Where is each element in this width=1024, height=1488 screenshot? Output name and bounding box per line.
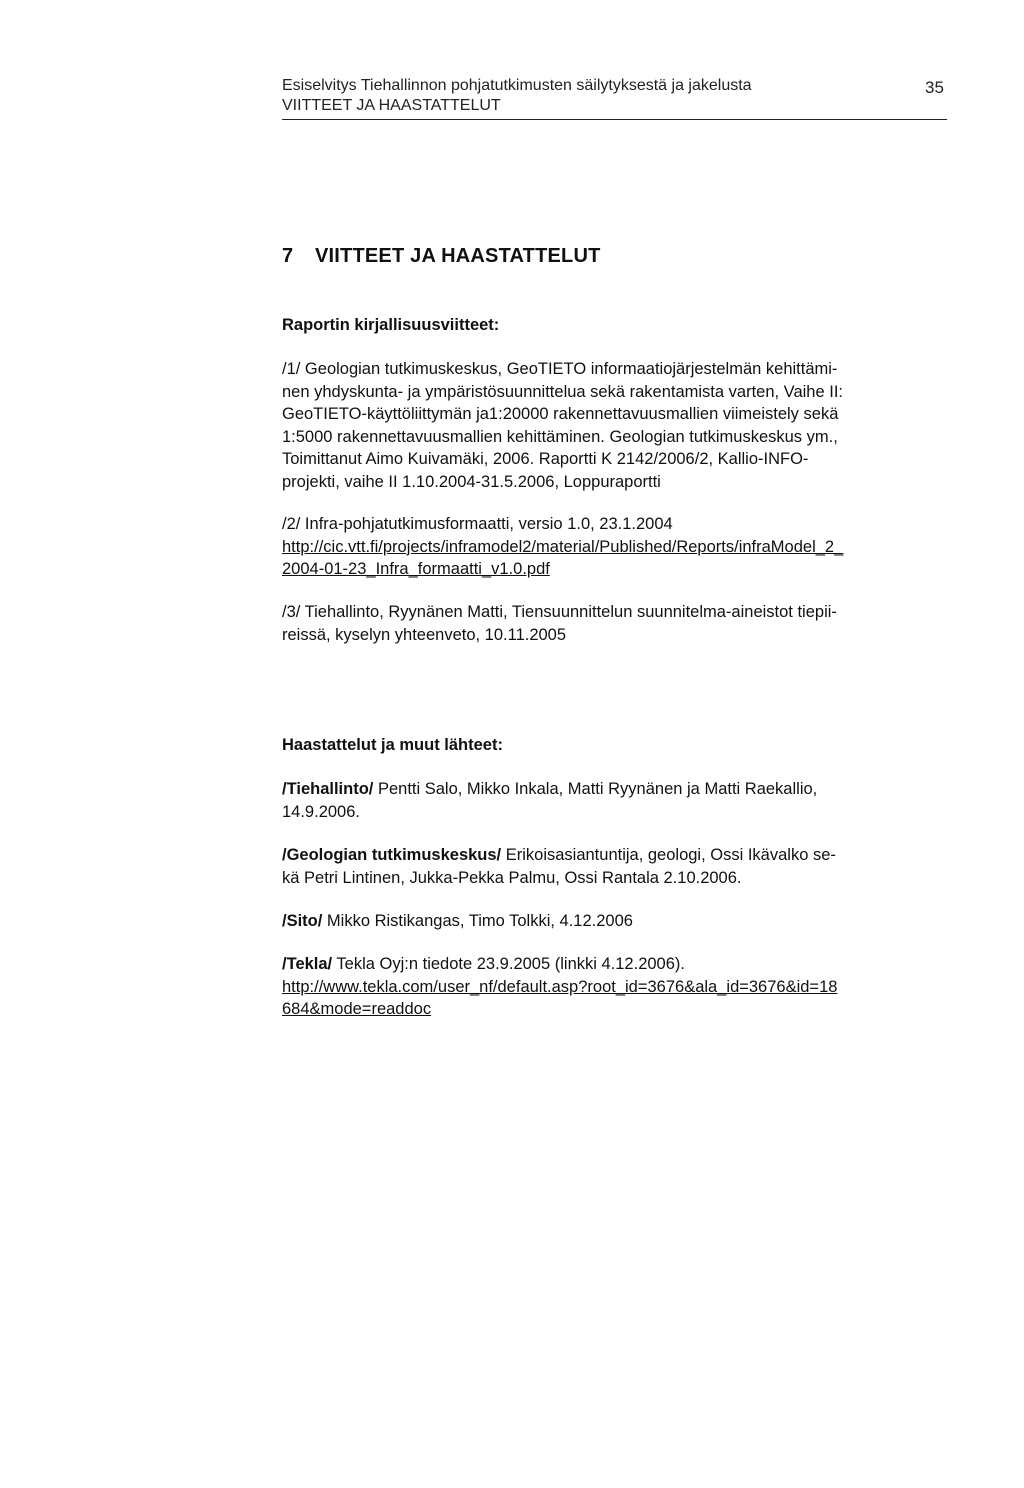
interview-text: Erikoisasiantuntija, geologi, Ossi Ikävalko se- [501, 846, 836, 864]
header-rule [282, 119, 947, 120]
reference-2-line: /2/ Infra-pohjatutkimusformaatti, versio 1.0, 23.1.2004 [282, 515, 673, 533]
reference-2 [282, 513, 947, 581]
reference-1 [282, 358, 947, 493]
page-number: 35 [925, 78, 944, 97]
interview-tekla-link[interactable]: http://www.tekla.com/user_nf/default.asp?root_id=3676&ala_id=3676&id=18 [282, 977, 838, 996]
interview-text: Mikko Ristikangas, Timo Tolkki, 4.12.2006 [322, 912, 633, 930]
reference-2-link[interactable]: http://cic.vtt.fi/projects/inframodel2/material/Published/Reports/infraModel_2_ [282, 537, 844, 556]
reference-1-line: /1/ Geologian tutkimuskeskus, GeoTIETO informaatiojärjestelmän kehittämi- [282, 360, 838, 378]
reference-3 [282, 601, 947, 646]
running-header-title: Esiselvitys Tiehallinnon pohjatutkimusten säilytyksestä ja jakelusta [282, 77, 752, 94]
interview-source-label: /Geologian tutkimuskeskus/ [282, 846, 502, 864]
interview-tiehallinto [282, 778, 947, 823]
interview-source-label: /Tekla/ [282, 955, 333, 973]
interview-tekla [282, 953, 947, 1021]
interview-sito [282, 910, 947, 933]
literature-heading: Raportin kirjallisuusviitteet: [282, 316, 500, 334]
reference-2-link[interactable]: 2004-01-23_Infra_formaatti_v1.0.pdf [282, 560, 550, 578]
interview-source-label: /Tiehallinto/ [282, 780, 374, 798]
chapter-title: VIITTEET JA HAASTATTELUT [315, 245, 601, 267]
running-header-subtitle: VIITTEET JA HAASTATTELUT [282, 97, 501, 114]
interview-tekla-link[interactable]: 684&mode=readdoc [282, 1000, 432, 1018]
interview-text: Tekla Oyj:n tiedote 23.9.2005 (linkki 4.12.2006). [332, 955, 685, 973]
reference-3-line: reissä, kyselyn yhteenveto, 10.11.2005 [282, 625, 567, 644]
chapter-number: 7 [282, 245, 294, 267]
reference-1-line: nen yhdyskunta- ja ympäristösuunnittelua sekä rakentamista varten, Vaihe II: [282, 382, 843, 401]
interview-text: 14.9.2006. [282, 802, 360, 821]
interview-text: kä Petri Lintinen, Jukka-Pekka Palmu, Ossi Rantala 2.10.2006. [282, 868, 742, 887]
reference-1-line: projekti, vaihe II 1.10.2004-31.5.2006, Loppuraportti [282, 472, 661, 491]
interview-text: Pentti Salo, Mikko Inkala, Matti Ryynänen ja Matti Raekallio, [373, 780, 818, 798]
interviews-heading: Haastattelut ja muut lähteet: [282, 736, 503, 754]
interview-source-label: /Sito/ [282, 912, 323, 930]
reference-1-line: Toimittanut Aimo Kuivamäki, 2006. Raportti K 2142/2006/2, Kallio-INFO- [282, 450, 809, 468]
interview-gtk [282, 844, 947, 889]
reference-1-line: GeoTIETO-käyttöliittymän ja1:20000 rakennettavuusmallien viimeistely sekä [282, 405, 839, 423]
reference-3-line: /3/ Tiehallinto, Ryynänen Matti, Tiensuunnittelun suunnitelma-aineistot tiepii- [282, 603, 837, 621]
reference-1-line: 1:5000 rakennettavuusmallien kehittäminen. Geologian tutkimuskeskus ym., [282, 427, 838, 446]
